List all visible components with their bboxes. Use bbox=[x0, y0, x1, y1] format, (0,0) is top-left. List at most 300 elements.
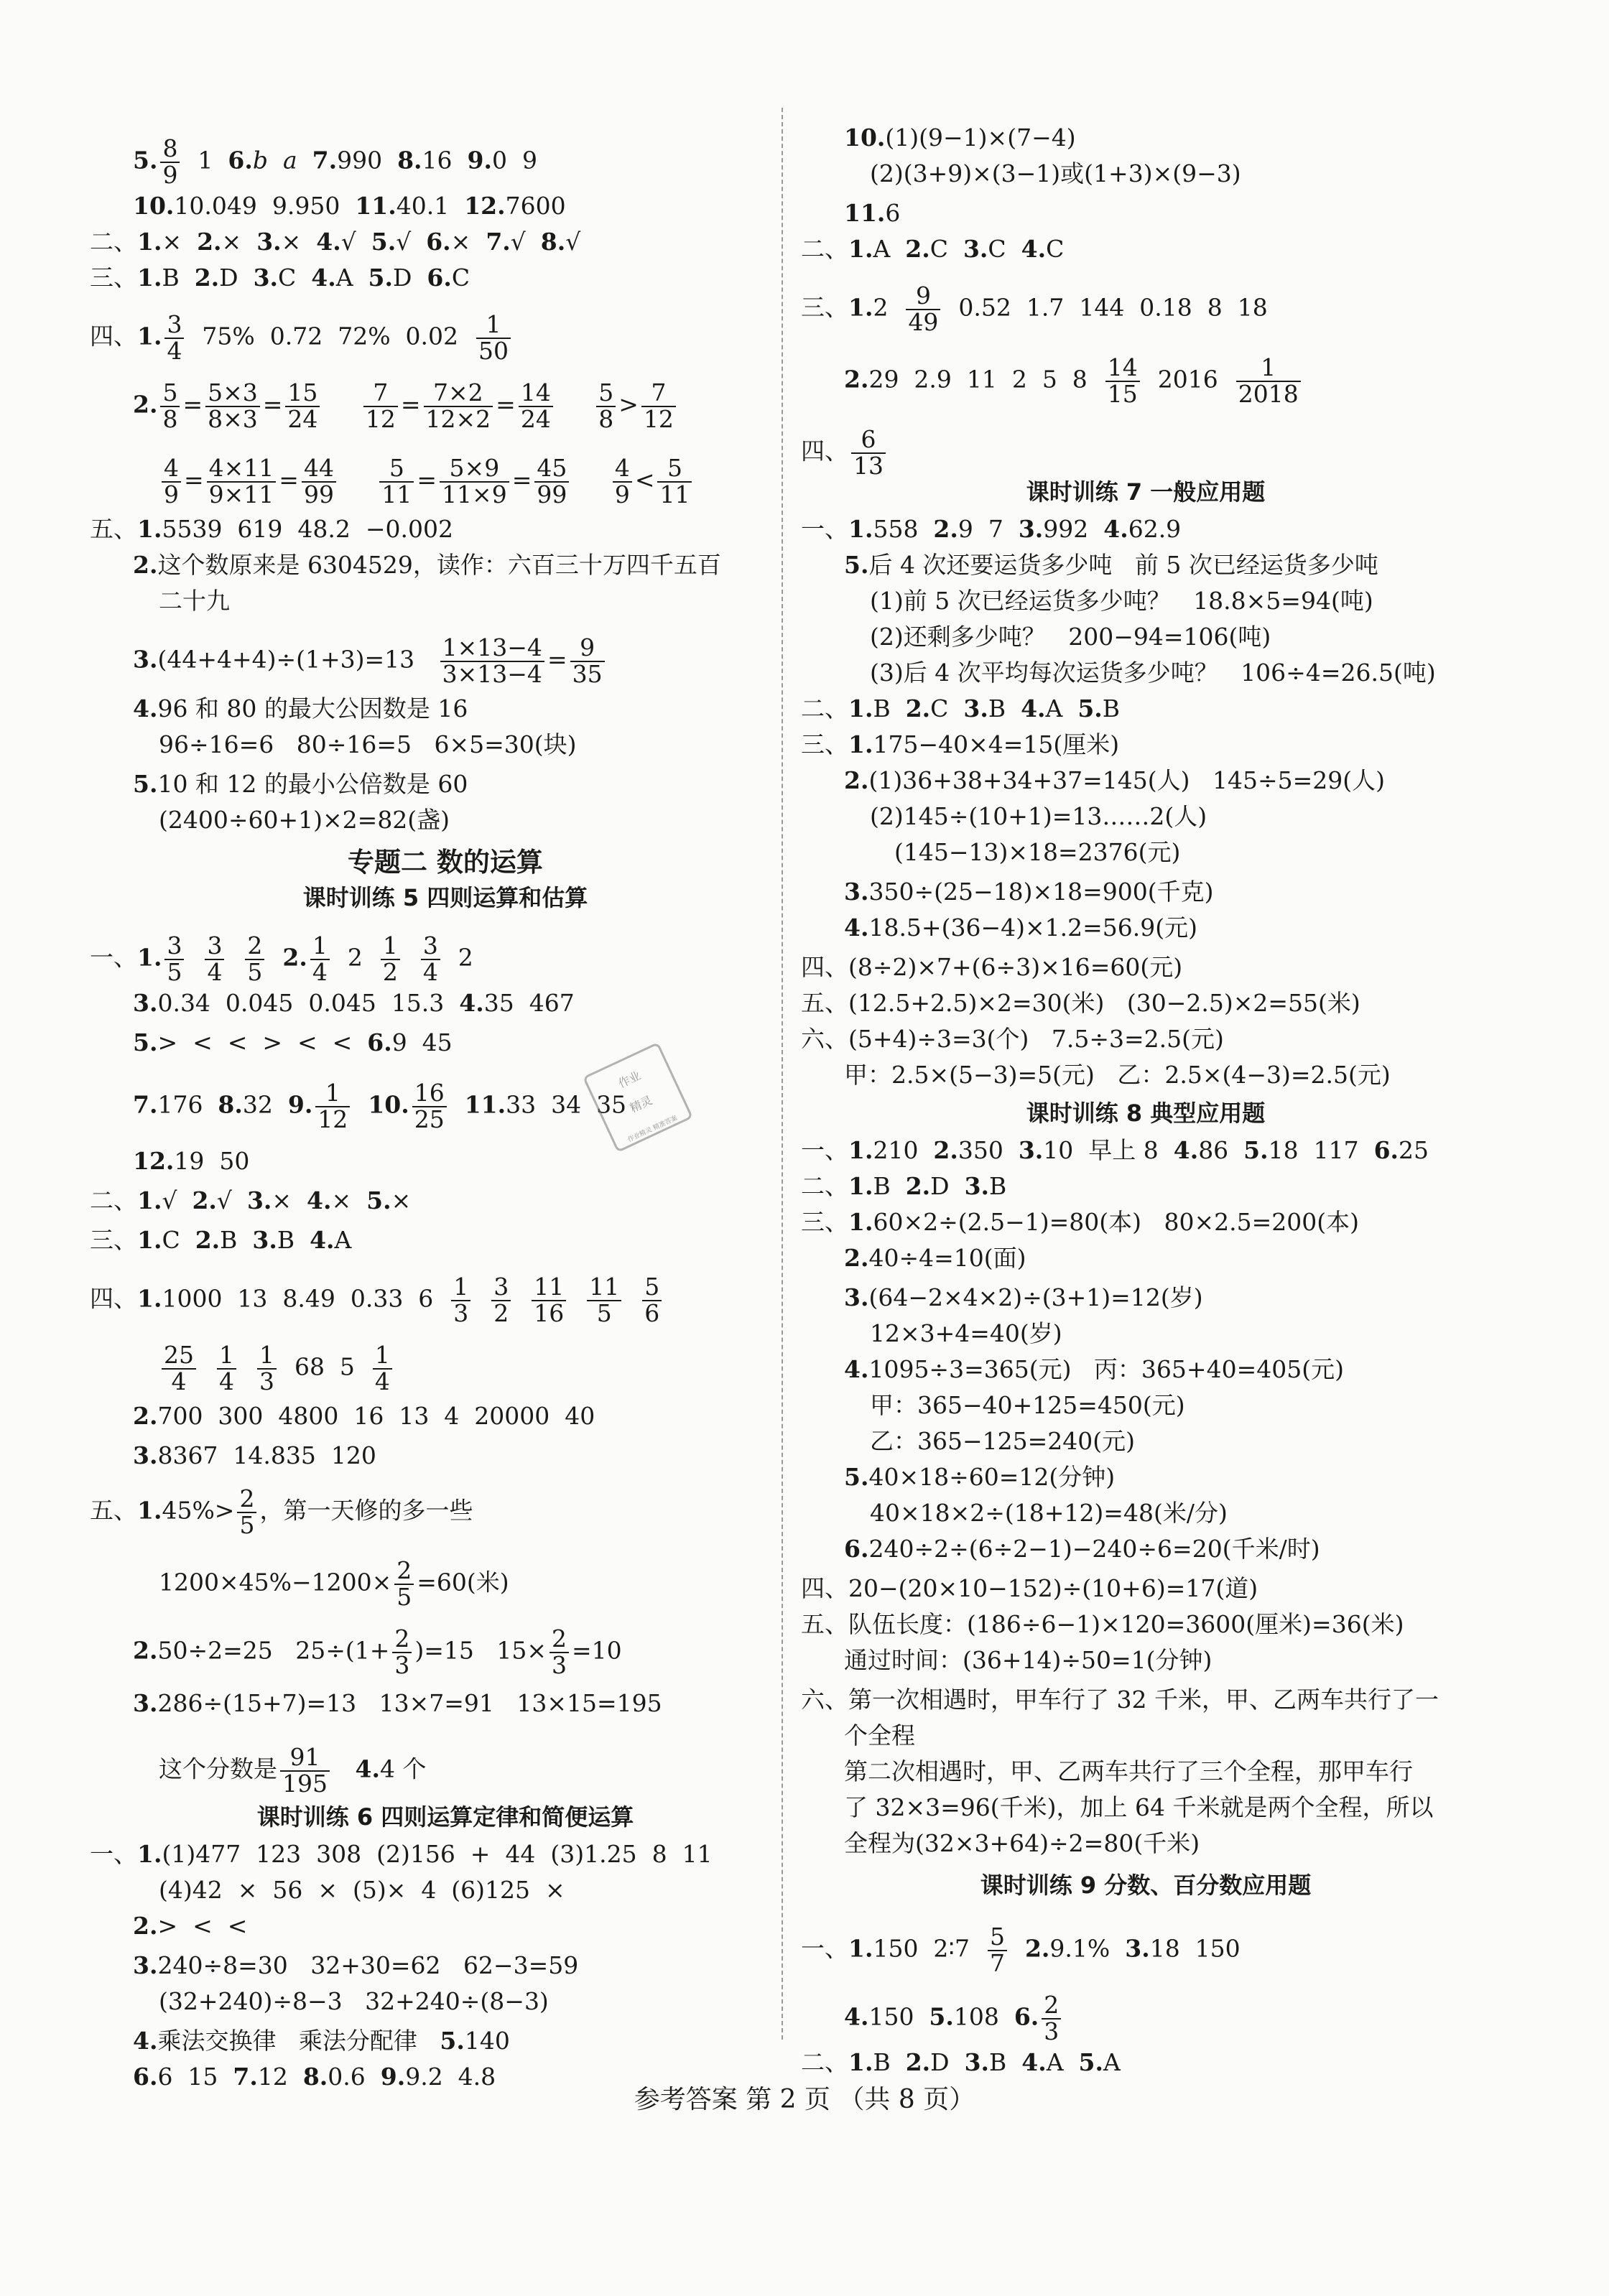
numerator: 91 bbox=[280, 1745, 330, 1772]
item-number: 2. bbox=[133, 390, 158, 419]
answer-text: 一、 bbox=[801, 1934, 848, 1963]
answer-line bbox=[159, 1343, 395, 1394]
answer-text: B bbox=[162, 264, 195, 292]
item-number: 1. bbox=[137, 943, 162, 972]
answer-line bbox=[844, 1756, 1413, 1788]
answer-text: 1095÷3=365(元) 丙：365+40=405(元) bbox=[868, 1355, 1344, 1383]
answer-text: > < < > < < bbox=[157, 1028, 368, 1056]
denominator: 5 bbox=[239, 1510, 255, 1539]
item-number: 1. bbox=[848, 293, 873, 322]
denominator: 9 bbox=[164, 480, 179, 508]
item-number: 4. bbox=[1173, 1136, 1199, 1164]
fraction bbox=[491, 1275, 511, 1326]
answer-text: B bbox=[220, 1226, 253, 1254]
answer-line bbox=[133, 768, 468, 800]
answer-text: √ bbox=[510, 228, 541, 256]
answer-line bbox=[870, 657, 1436, 689]
answer-text: 二十九 bbox=[159, 587, 230, 615]
answer-text: 三、 bbox=[90, 1226, 137, 1254]
denominator: 99 bbox=[537, 480, 567, 508]
fraction bbox=[851, 427, 886, 478]
answer-line bbox=[844, 1282, 1203, 1314]
denominator: 7 bbox=[989, 1948, 1005, 1977]
item-number: 4. bbox=[307, 1186, 332, 1214]
denominator: 2018 bbox=[1238, 379, 1299, 408]
item-number: 12. bbox=[464, 192, 506, 220]
answer-text: = bbox=[279, 465, 299, 494]
answer-text: (32+240)÷8−3 32+240÷(8−3) bbox=[159, 1987, 549, 2015]
numerator: 11 bbox=[532, 1275, 566, 1301]
answer-text: 96÷16=6 80÷16=5 6×5=30(块) bbox=[159, 730, 577, 758]
fraction bbox=[373, 1343, 392, 1394]
numerator: 1 bbox=[1236, 355, 1301, 382]
numerator: 11 bbox=[587, 1275, 621, 1301]
answer-text: √ bbox=[565, 228, 581, 256]
answer-text: C bbox=[162, 1226, 195, 1254]
item-number: 4. bbox=[1021, 694, 1046, 722]
answer-text: B bbox=[873, 2048, 906, 2076]
denominator: 13 bbox=[853, 451, 884, 480]
answer-text: (3)后 4 次平均每次运货多少吨？ 106÷4=26.5(吨) bbox=[870, 659, 1436, 687]
numerator: 5×3 bbox=[205, 381, 260, 407]
answer-text: × bbox=[391, 1186, 412, 1214]
fraction bbox=[657, 456, 692, 507]
answer-text: 这个分数是 bbox=[159, 1754, 277, 1783]
answer-text: 33 34 35 bbox=[506, 1090, 627, 1119]
denominator: 2 bbox=[493, 1298, 509, 1327]
answer-text: B bbox=[277, 1226, 310, 1254]
answer-text: × bbox=[272, 1186, 307, 1214]
answer-text bbox=[403, 944, 418, 972]
numerator: 5 bbox=[642, 1275, 662, 1301]
item-number: 4. bbox=[310, 1226, 335, 1254]
fraction bbox=[642, 1275, 662, 1326]
answer-text bbox=[569, 1285, 584, 1313]
answer-line bbox=[90, 262, 470, 294]
answer-text bbox=[572, 466, 609, 494]
item-number: 1. bbox=[848, 235, 873, 263]
answer-text: 甲：365−40+125=450(元) bbox=[870, 1391, 1185, 1419]
answer-text: ，第一天修的多一些 bbox=[259, 1496, 473, 1525]
item-number: 6. bbox=[1373, 1136, 1399, 1164]
answer-text: × bbox=[162, 228, 198, 256]
fraction bbox=[421, 931, 440, 986]
page-footer: 参考答案 第 2 页 （共 8 页） bbox=[634, 2085, 975, 2114]
item-number: 4. bbox=[355, 1754, 380, 1783]
numerator: 5 bbox=[160, 381, 180, 407]
answer-line bbox=[159, 585, 230, 617]
denominator: 3×13−4 bbox=[442, 659, 542, 688]
answer-line bbox=[90, 1185, 411, 1217]
item-number: 3. bbox=[133, 1951, 158, 1979]
answer-line bbox=[133, 378, 679, 433]
item-number: 1. bbox=[137, 1840, 162, 1868]
item-number: 3. bbox=[133, 989, 158, 1017]
item-number: 1. bbox=[137, 1186, 162, 1214]
denominator: 12 bbox=[317, 1105, 348, 1133]
denominator: 49 bbox=[908, 307, 939, 336]
answer-text: C bbox=[930, 694, 964, 722]
answer-line bbox=[801, 427, 889, 478]
item-number: 9. bbox=[287, 1090, 313, 1119]
answer-line bbox=[801, 1684, 1439, 1716]
denominator: 3 bbox=[552, 1650, 567, 1679]
numerator: 4×11 bbox=[207, 456, 277, 483]
answer-text: 通过时间：(36+14)÷50=1(分钟) bbox=[844, 1646, 1212, 1674]
answer-line bbox=[159, 1558, 509, 1609]
item-number: 4. bbox=[133, 694, 158, 722]
numerator: 1 bbox=[217, 1343, 236, 1370]
numerator: 7 bbox=[363, 381, 398, 407]
numerator: 14 bbox=[519, 381, 553, 407]
answer-text: 三、 bbox=[801, 1208, 848, 1236]
item-number: 6. bbox=[228, 146, 253, 175]
answer-text: 二、 bbox=[90, 1186, 137, 1214]
numerator: 5 bbox=[596, 381, 616, 407]
answer-line bbox=[801, 987, 1360, 1019]
answer-text: 一、 bbox=[801, 515, 848, 543]
fraction bbox=[440, 456, 509, 507]
answer-text: =10 bbox=[572, 1636, 622, 1665]
answer-text: 40×18×2÷(18+12)=48(米/分) bbox=[870, 1499, 1228, 1527]
fraction bbox=[451, 1275, 470, 1326]
fraction bbox=[205, 378, 260, 433]
answer-text: 6 bbox=[885, 199, 901, 227]
item-number: 1. bbox=[137, 322, 162, 350]
numerator: 1 bbox=[451, 1275, 470, 1301]
numerator: 6 bbox=[851, 427, 886, 454]
answer-line bbox=[844, 876, 1214, 908]
answer-text bbox=[333, 1755, 355, 1783]
answer-text: 二、 bbox=[801, 1172, 848, 1200]
answer-text: 0.52 1.7 144 0.18 8 18 bbox=[943, 293, 1268, 322]
item-number: 4. bbox=[1021, 235, 1047, 263]
answer-text: C bbox=[988, 235, 1021, 263]
answer-text: 一、 bbox=[90, 943, 137, 972]
answer-line bbox=[844, 1461, 1115, 1493]
answer-text: 29 2.9 11 2 5 8 bbox=[868, 365, 1103, 394]
denominator: 9 bbox=[162, 160, 178, 189]
denominator: 16 bbox=[534, 1298, 565, 1327]
answer-text: 10 和 12 的最小公倍数是 60 bbox=[157, 770, 468, 798]
answer-line bbox=[133, 190, 566, 222]
item-number: 5. bbox=[440, 2027, 465, 2055]
item-number: 10. bbox=[844, 124, 886, 152]
answer-text: 6 15 bbox=[157, 2063, 233, 2091]
answer-text bbox=[297, 147, 312, 175]
fraction bbox=[596, 378, 616, 433]
item-number: 3. bbox=[963, 694, 988, 722]
variable: a bbox=[282, 146, 297, 175]
answer-text: (145−13)×18=2376(元) bbox=[894, 838, 1181, 866]
numerator: 8 bbox=[160, 136, 180, 163]
answer-text: 三、 bbox=[801, 730, 848, 758]
item-number: 4. bbox=[311, 264, 336, 292]
numerator: 1×13−4 bbox=[440, 636, 544, 662]
answer-text: 这个数原来是 6304529，读作：六百三十万四千五百 bbox=[157, 551, 721, 579]
answer-text: 350÷(25−18)×18=900(千克) bbox=[868, 878, 1214, 906]
answer-text: > < < bbox=[157, 1912, 248, 1940]
answer-text: B bbox=[989, 1172, 1007, 1200]
denominator: 11 bbox=[381, 480, 412, 508]
answer-text: 二、 bbox=[801, 235, 848, 263]
item-number: 2. bbox=[133, 1402, 158, 1430]
denominator: 5 bbox=[596, 1298, 612, 1327]
item-number: 1. bbox=[137, 1284, 162, 1313]
answer-text: √ bbox=[340, 228, 371, 256]
answer-line bbox=[844, 197, 900, 229]
fraction bbox=[302, 456, 336, 507]
denominator: 3 bbox=[1044, 2017, 1059, 2045]
denominator: 9×11 bbox=[208, 480, 274, 508]
answer-text: 0.34 0.045 0.045 15.3 bbox=[157, 989, 460, 1017]
answer-text: × bbox=[221, 228, 257, 256]
fraction bbox=[641, 378, 676, 433]
answer-line bbox=[801, 233, 1064, 265]
answer-text: 35 467 bbox=[483, 989, 575, 1017]
answer-text: 10.049 9.950 bbox=[174, 192, 356, 220]
answer-text: 45%> bbox=[162, 1496, 235, 1525]
denominator: 12 bbox=[365, 404, 396, 433]
answer-line bbox=[90, 931, 473, 986]
fraction bbox=[412, 1081, 447, 1132]
section-heading: 课时训练 6 四则运算定律和简便运算 bbox=[256, 1803, 634, 1831]
item-number: 2. bbox=[905, 2048, 931, 2076]
answer-text: = bbox=[547, 645, 567, 674]
answer-text: (2400÷60+1)×2=82(盏) bbox=[159, 806, 450, 834]
item-number: 4. bbox=[133, 2027, 158, 2055]
answer-text: = bbox=[184, 465, 204, 494]
item-number: 12. bbox=[133, 1147, 175, 1175]
denominator: 4 bbox=[207, 957, 223, 986]
answer-text: 四、 bbox=[90, 1284, 137, 1313]
answer-text: 7600 bbox=[505, 192, 566, 220]
answer-text: C bbox=[278, 264, 312, 292]
answer-text: 240÷2÷(6÷2−1)−240÷6=20(千米/时) bbox=[868, 1535, 1320, 1563]
item-number: 7. bbox=[312, 146, 338, 175]
item-number: 2. bbox=[933, 1136, 958, 1164]
answer-line bbox=[801, 1609, 1404, 1640]
numerator: 3 bbox=[205, 934, 224, 960]
answer-line bbox=[801, 1925, 1241, 1976]
fraction bbox=[1042, 1993, 1061, 2044]
answer-text: 全程为(32×3+64)÷2=80(千米) bbox=[844, 1829, 1200, 1857]
answer-text: × bbox=[281, 228, 317, 256]
fraction bbox=[906, 284, 940, 335]
answer-line bbox=[159, 1986, 549, 2017]
answer-text: 一、 bbox=[801, 1136, 848, 1164]
numerator: 3 bbox=[164, 934, 184, 960]
fraction bbox=[532, 1275, 566, 1326]
answer-text: 150 bbox=[868, 2002, 929, 2031]
answer-text: 62.9 bbox=[1128, 515, 1182, 543]
item-number: 5. bbox=[844, 551, 869, 579]
item-number: 3. bbox=[844, 1283, 869, 1311]
item-number: 1. bbox=[137, 1226, 162, 1254]
answer-text: C bbox=[1046, 235, 1065, 263]
answer-text: 990 bbox=[337, 146, 398, 175]
numerator: 3 bbox=[491, 1275, 511, 1301]
fraction bbox=[394, 1558, 414, 1609]
item-number: 2. bbox=[133, 551, 158, 579]
answer-text: 甲：2.5×(5−3)=5(元) 乙：2.5×(4−3)=2.5(元) bbox=[844, 1061, 1391, 1089]
answer-text: < bbox=[634, 465, 655, 494]
answer-text: 175−40×4=15(厘米) bbox=[873, 730, 1120, 758]
answer-text: 18.5+(36−4)×1.2=56.9(元) bbox=[868, 914, 1197, 942]
answer-line bbox=[90, 1224, 351, 1256]
item-number: 4. bbox=[459, 989, 484, 1017]
answer-text: A bbox=[1046, 2048, 1079, 2076]
item-number: 6. bbox=[426, 228, 451, 256]
numerator: 45 bbox=[534, 456, 569, 483]
answer-line bbox=[159, 456, 695, 507]
answer-line bbox=[801, 2047, 1121, 2078]
item-number: 5. bbox=[133, 1028, 158, 1056]
answer-line bbox=[844, 1354, 1344, 1385]
denominator: 4 bbox=[167, 336, 182, 365]
answer-text: 176 bbox=[157, 1090, 218, 1119]
answer-line bbox=[133, 1950, 578, 1981]
item-number: 1. bbox=[848, 1172, 873, 1200]
answer-line bbox=[844, 1645, 1212, 1676]
answer-text: 1200×45%−1200× bbox=[159, 1568, 392, 1596]
item-number: 2. bbox=[905, 694, 931, 722]
item-number: 3. bbox=[133, 645, 158, 674]
answer-text: 558 bbox=[873, 515, 934, 543]
item-number: 8. bbox=[218, 1090, 243, 1119]
answer-line bbox=[870, 621, 1271, 653]
denominator: 11 bbox=[659, 480, 690, 508]
answer-text: 1 bbox=[182, 146, 228, 175]
item-number: 1. bbox=[848, 1934, 873, 1963]
fraction bbox=[363, 378, 398, 433]
answer-text: 240÷8=30 32+30=62 62−3=59 bbox=[157, 1951, 579, 1979]
answer-text: 18 150 bbox=[1149, 1934, 1241, 1963]
answer-line bbox=[870, 1390, 1185, 1421]
answer-text: D bbox=[392, 264, 427, 292]
item-number: 6. bbox=[844, 1535, 869, 1563]
answer-text: 乘法交换律 乘法分配律 bbox=[157, 2027, 440, 2055]
fraction bbox=[315, 1081, 350, 1132]
answer-text: 四、20−(20×10−152)÷(10+6)=17(道) bbox=[801, 1574, 1258, 1602]
answer-text: 286÷(15+7)=13 13×7=91 13×15=195 bbox=[157, 1689, 662, 1717]
answer-text: 16 bbox=[422, 146, 468, 175]
item-number: 4. bbox=[844, 2002, 869, 2031]
denominator: 99 bbox=[303, 480, 334, 508]
answer-line bbox=[133, 1627, 622, 1678]
numerator: 2 bbox=[392, 1627, 412, 1653]
answer-text: 1000 13 8.49 0.33 6 bbox=[162, 1284, 449, 1313]
answer-text: 2 bbox=[442, 943, 473, 972]
answer-text bbox=[556, 391, 593, 419]
denominator: 2 bbox=[382, 957, 398, 986]
fraction bbox=[162, 456, 181, 507]
answer-text: (2)(3+9)×(3−1)或(1+3)×(9−3) bbox=[870, 159, 1241, 187]
answer-line bbox=[133, 1440, 376, 1472]
fraction bbox=[280, 1745, 330, 1796]
denominator: 3 bbox=[259, 1367, 274, 1395]
fraction bbox=[160, 136, 180, 187]
answer-line bbox=[133, 136, 537, 187]
answer-line bbox=[801, 284, 1268, 335]
numerator: 7 bbox=[641, 381, 676, 407]
item-number: 1. bbox=[137, 515, 162, 543]
item-number: 6. bbox=[427, 264, 452, 292]
answer-text: 12×3+4=40(岁) bbox=[870, 1319, 1062, 1347]
answer-line bbox=[159, 1874, 565, 1906]
item-number: 3. bbox=[1125, 1934, 1150, 1963]
answer-text: 96 和 80 的最大公因数是 16 bbox=[157, 694, 468, 722]
fraction bbox=[164, 931, 184, 986]
answer-text: 第二次相遇时，甲、乙两车共行了三个全程，那甲车行 bbox=[844, 1757, 1413, 1785]
denominator: 50 bbox=[478, 336, 509, 365]
answer-text: B bbox=[988, 694, 1021, 722]
item-number: 4. bbox=[1103, 515, 1128, 543]
answer-text: = bbox=[262, 390, 283, 419]
answer-text: 后 4 次还要运货多少吨 前 5 次已经运货多少吨 bbox=[868, 551, 1378, 579]
answer-text: A bbox=[335, 264, 368, 292]
answer-text bbox=[339, 466, 376, 494]
fraction bbox=[613, 456, 632, 507]
item-number: 10. bbox=[133, 192, 175, 220]
answer-line bbox=[133, 987, 575, 1019]
item-number: 2. bbox=[1024, 1934, 1050, 1963]
answer-text bbox=[624, 1285, 639, 1313]
item-number: 8. bbox=[397, 146, 422, 175]
denominator: 3 bbox=[453, 1298, 469, 1327]
item-number: 5. bbox=[366, 1186, 391, 1214]
item-number: 5. bbox=[1077, 694, 1103, 722]
answer-text: 乙：365−125=240(元) bbox=[870, 1427, 1136, 1455]
answer-line bbox=[870, 585, 1373, 617]
watermark-stamp: 作业 精灵 作业精灵 精准答案 bbox=[583, 1042, 693, 1153]
denominator: 6 bbox=[644, 1298, 660, 1327]
item-number: 3. bbox=[1018, 1136, 1044, 1164]
fraction bbox=[1236, 355, 1301, 406]
answer-text: 一、 bbox=[90, 1840, 137, 1868]
item-number: 2. bbox=[133, 1912, 158, 1940]
answer-line bbox=[870, 1497, 1228, 1529]
numerator: 1 bbox=[257, 1343, 277, 1370]
answer-text: 25 bbox=[1399, 1136, 1429, 1164]
answer-text: A bbox=[1103, 2048, 1121, 2076]
denominator: 5 bbox=[167, 957, 182, 986]
answer-line bbox=[801, 952, 1182, 983]
answer-text: > bbox=[618, 390, 639, 419]
answer-line bbox=[844, 1792, 1434, 1823]
item-number: 2. bbox=[282, 943, 307, 972]
answer-text: )=15 15× bbox=[414, 1636, 547, 1665]
item-number: 1. bbox=[848, 1208, 873, 1236]
item-number: 3. bbox=[253, 264, 279, 292]
fraction bbox=[476, 312, 511, 363]
answer-text: B bbox=[873, 694, 906, 722]
answer-text bbox=[473, 1285, 488, 1313]
answer-text: = bbox=[400, 390, 421, 419]
numerator: 1 bbox=[310, 934, 330, 960]
answer-text: 19 50 bbox=[174, 1147, 250, 1175]
numerator: 15 bbox=[285, 381, 320, 407]
answer-line bbox=[159, 1745, 426, 1796]
item-number: 7. bbox=[133, 1090, 158, 1119]
answer-text: 9 7 bbox=[957, 515, 1019, 543]
answer-text: 个全程 bbox=[844, 1721, 915, 1749]
numerator: 2 bbox=[550, 1627, 569, 1653]
answer-text: (44+4+4)÷(1+3)=13 bbox=[157, 645, 437, 674]
answer-line bbox=[894, 837, 1180, 868]
item-number: 3. bbox=[246, 1186, 272, 1214]
answer-text: 2 bbox=[873, 293, 904, 322]
